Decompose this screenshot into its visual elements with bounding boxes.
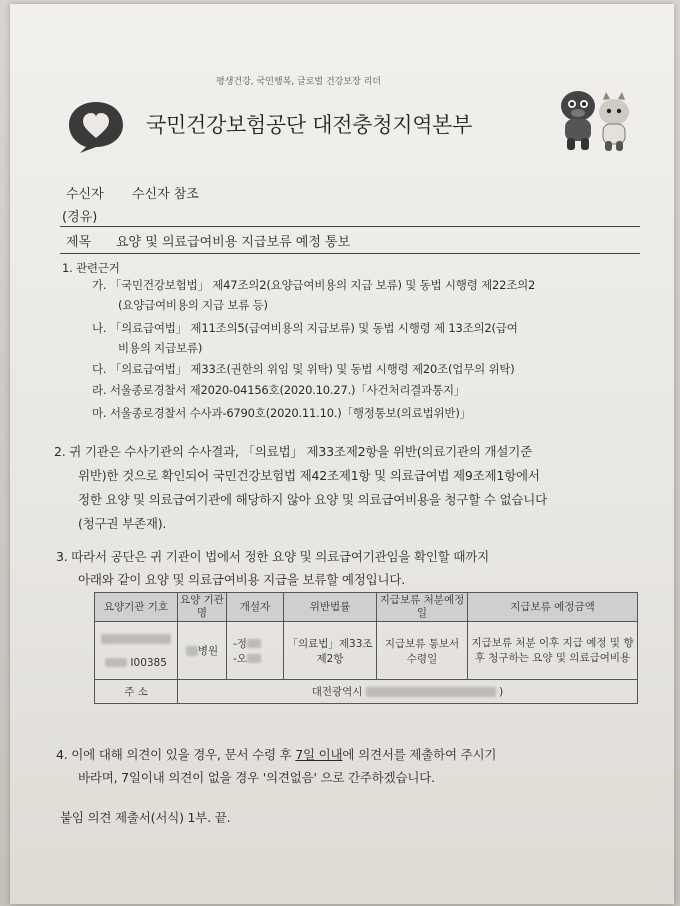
table-header: 요양기관 기호 (95, 593, 178, 622)
basis-item: (요양급여비용의 지급 보류 등) (118, 298, 268, 312)
date-cell: 지급보류 통보서 수령일 (377, 622, 468, 680)
section1-heading: 1. 관련근거 (62, 261, 120, 275)
table-header: 지급보류 처분예정일 (377, 593, 468, 622)
section2-line: 2. 귀 기관은 수사기관의 수사결과, 「의료법」 제33조제2항을 위반(의료기관의 개설기준 (54, 444, 533, 459)
amount-cell: 지급보류 처분 이후 지급 예정 및 향후 청구하는 요양 및 의료급여비용 (468, 622, 638, 680)
subject-value: 요양 및 의료급여비용 지급보류 예정 통보 (116, 235, 351, 250)
table-header: 요양 기관명 (178, 593, 227, 622)
section4-line2: 바라며, 7일이내 의견이 없을 경우 '의견없음' 으로 간주하겠습니다. (78, 770, 435, 785)
recipient-value: 수신자 참조 (132, 187, 199, 202)
section3-line: 3. 따라서 공단은 귀 기관이 법에서 정한 요양 및 의료급여기관임을 확인할 때까지 (56, 549, 490, 564)
basis-item: 나. 「의료급여법」 제11조의5(급여비용의 지급보류) 및 동법 시행령 제 13조의2(급여 (92, 321, 518, 335)
redacted-block (366, 687, 496, 697)
code-cell (95, 622, 178, 680)
redacted-block (105, 658, 127, 667)
section4-text: 4. 이에 대해 의견이 있을 경우, 문서 수령 후 (56, 747, 296, 762)
institution-code: I00385 (130, 656, 167, 669)
section2-line: (청구권 부존재). (78, 516, 167, 531)
address-row (95, 680, 638, 704)
basis-item: 마. 서울종로경찰서 수사과-6790호(2020.11.10.)「행정통보(의료법위반)」 (92, 406, 471, 420)
section4-text: 에 의견서를 제출하여 주시기 (342, 747, 497, 762)
section2-line: 위반)한 것으로 확인되어 국민건강보험법 제42조제1항 및 의료급여법 제9조제1항에서 (78, 468, 540, 483)
section2-line: 정한 요양 및 의료급여기관에 해당하지 않아 요양 및 의료급여비용을 청구할 수 없습니다 (78, 492, 548, 507)
redacted-block (247, 639, 261, 648)
founder-2: -오 (233, 652, 247, 665)
basis-item: 가. 「국민건강보험법」 제47조의2(요양급여비용의 지급 보류) 및 동법 시행령 제22조의2 (92, 278, 536, 292)
address-cell: 대전광역시 ) (178, 680, 638, 704)
table-header: 개설자 (227, 593, 284, 622)
basis-item: 다. 「의료급여법」 제33조(권한의 위임 및 위탁) 및 동법 시행령 제20조(업무의 위탁) (92, 362, 515, 376)
founder-1: -정 (233, 637, 247, 650)
address-label: 주 소 (95, 680, 178, 704)
institution-name: 병원 (197, 645, 219, 657)
attachment-line: 붙임 의견 제출서(서식) 1부. 끝. (60, 810, 231, 825)
deadline-emphasis: 7일 이내 (295, 747, 343, 762)
recipient-label: 수신자 (66, 187, 104, 202)
withholding-table (94, 592, 638, 704)
divider-bottom (60, 253, 640, 254)
table-header: 위반법률 (284, 593, 377, 622)
nhis-logo-icon (66, 100, 126, 154)
divider-top (60, 226, 640, 227)
table-row (95, 622, 638, 680)
basis-item: 비용의 지급보류) (118, 341, 203, 355)
slogan: 평생건강, 국민행복, 글로벌 건강보장 리더 (216, 77, 381, 87)
via-label: (경유) (62, 210, 98, 225)
redacted-block (101, 634, 171, 644)
founder-cell (227, 622, 284, 680)
redacted-block (247, 654, 261, 663)
law-cell: 「의료법」제33조 제2항 (284, 622, 377, 680)
address-value: 대전광역시 (311, 686, 363, 698)
name-cell (178, 622, 227, 680)
basis-item: 라. 서울종로경찰서 제2020-04156호(2020.10.27.)「사건처리결과통지」 (92, 383, 466, 397)
table-header: 지급보류 예정금액 (468, 593, 638, 622)
section3-line: 아래와 같이 요양 및 의료급여비용 지급을 보류할 예정입니다. (78, 572, 406, 587)
subject-label: 제목 (66, 235, 92, 250)
redacted-block (186, 646, 198, 656)
organization-name: 국민건강보험공단 대전충청지역본부 (146, 113, 473, 137)
section4-line1 (56, 743, 496, 768)
mascot-illustration (548, 86, 644, 156)
